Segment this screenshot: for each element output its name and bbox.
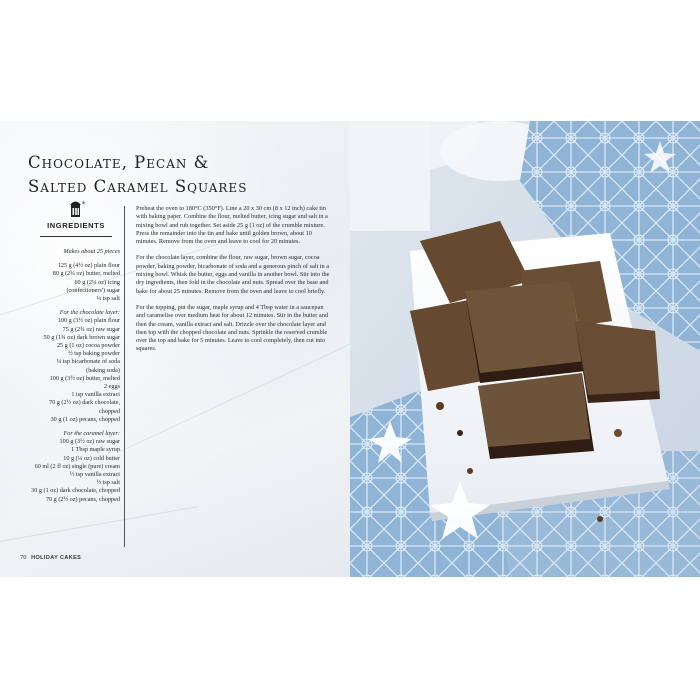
- ingredient-item: 1 Tbsp maple syrup: [71, 446, 120, 454]
- recipe-title-line2: Salted Caramel Squares: [28, 177, 248, 196]
- marble-vein: [0, 506, 197, 542]
- brownie-squares-photo: [350, 121, 700, 577]
- chocolate-layer-heading: For the chocolate layer:: [59, 309, 120, 317]
- ingredient-item: 75 g (2¾ oz) raw sugar: [62, 325, 120, 333]
- ingredient-item: 2 eggs: [104, 383, 120, 391]
- page-footer: [20, 554, 81, 561]
- ingredient-item: 60 g (2¼ oz) icing: [74, 278, 120, 286]
- right-page-photo: [350, 121, 700, 577]
- ingredient-item: 70 g (2½ oz) dark chocolate,: [49, 399, 120, 407]
- method-step-2: For the chocolate layer, combine the flour, raw sugar, brown sugar, cocoa powder, baking powder, bicarbonate of soda and a generous pinch of salt in a mixing bowl. Whisk the butter, eggs and vanilla in another bowl. Stir into the dry ingredients, then fold in the chocolate and nuts. Spread over the base and bake for about 25 minutes. Remove from the oven and leave to cool briefly.: [136, 254, 330, 295]
- brownie-square: [465, 281, 586, 383]
- method-text: [136, 205, 332, 362]
- ingredients-header: [46, 199, 106, 230]
- yield-text: Makes about 25 pieces: [63, 248, 120, 255]
- book-spread: [0, 121, 700, 577]
- brownie-square: [575, 321, 660, 403]
- ingredient-item: ½ tsp salt: [96, 479, 120, 487]
- ingredient-item: 70 g (2½ oz) pecans, chopped: [45, 495, 120, 503]
- ingredients-list: [20, 248, 120, 504]
- brownie-square: [478, 373, 594, 459]
- ingredient-item: 30 g (1 oz) pecans, chopped: [50, 415, 120, 423]
- ingredient-item: 100 g (3½ oz) butter, melted: [49, 374, 120, 382]
- method-step-3: For the topping, put the sugar, maple syrup and 4 Tbsp water in a saucepan and caramelise over medium heat for about 12 minutes. Stir in the butter and then the cream, vanilla extract and salt. Drizzle over the chocolate layer and then top with the chopped chocolate and nuts. Sprinkle the reserved crumble over the top and bake for 5 minutes. Leave to cool completely, then cut into squares.: [136, 303, 328, 353]
- ingredient-item: 125 g (4½ oz) plain flour: [57, 262, 120, 270]
- recipe-title-line1: Chocolate, Pecan &: [28, 153, 210, 172]
- left-page: [0, 121, 350, 577]
- recipe-title: [28, 151, 328, 199]
- ingredient-item: ¼ tsp salt: [96, 295, 120, 303]
- ingredient-item: 1 tsp vanilla extract: [71, 391, 120, 399]
- ingredient-item: 10 g (¼ oz) cold butter: [63, 454, 120, 462]
- ingredient-item: 100 g (3½ oz) raw sugar: [59, 438, 120, 446]
- ingredients-heading: INGREDIENTS: [47, 221, 105, 230]
- column-divider: [124, 206, 125, 547]
- chef-hat-whisk-icon: [63, 199, 89, 219]
- caramel-layer-heading: For the caramel layer:: [63, 430, 120, 438]
- ingredient-item: (confectioners') sugar: [66, 286, 120, 294]
- ingredient-item: 25 g (1 oz) cocoa powder: [56, 342, 120, 350]
- ingredient-item: ½ tsp vanilla extract: [69, 471, 120, 479]
- method-step-1: Preheat the oven to 180°C (350°F). Line a 20 x 30 cm (8 x 12 inch) cake tin with baking paper. Combine the flour, melted butter, icing sugar and salt in a mixing bowl and rub together. Set aside 25 g (1 oz) of the crumble mixture. Press the remainder into the tin and bake until golden brown, about 10 minutes. Remove from the oven and leave to cool for 20 minutes.: [136, 205, 328, 246]
- section-name: HOLIDAY CAKES: [31, 555, 82, 561]
- ingredient-item: 30 g (1 oz) dark chocolate, chopped: [31, 487, 120, 495]
- ingredient-item: ¼ tsp bicarbonate of soda: [56, 358, 120, 366]
- ingredient-item: 50 g (1¾ oz) dark brown sugar: [43, 333, 120, 341]
- ingredient-item: ½ tsp baking powder: [68, 350, 120, 358]
- ingredient-item: (baking soda): [86, 366, 120, 374]
- ingredient-item: 80 g (2¾ oz) butter, melted: [52, 270, 120, 278]
- ingredient-item: 100 g (3½ oz) plain flour: [57, 317, 120, 325]
- ingredient-item: chopped: [99, 407, 120, 415]
- svg-text:*: *: [82, 200, 86, 208]
- ingredients-divider: [40, 236, 112, 237]
- ingredient-item: 60 ml (2 fl oz) single (pure) cream: [34, 462, 120, 470]
- page-number: 70: [20, 554, 27, 561]
